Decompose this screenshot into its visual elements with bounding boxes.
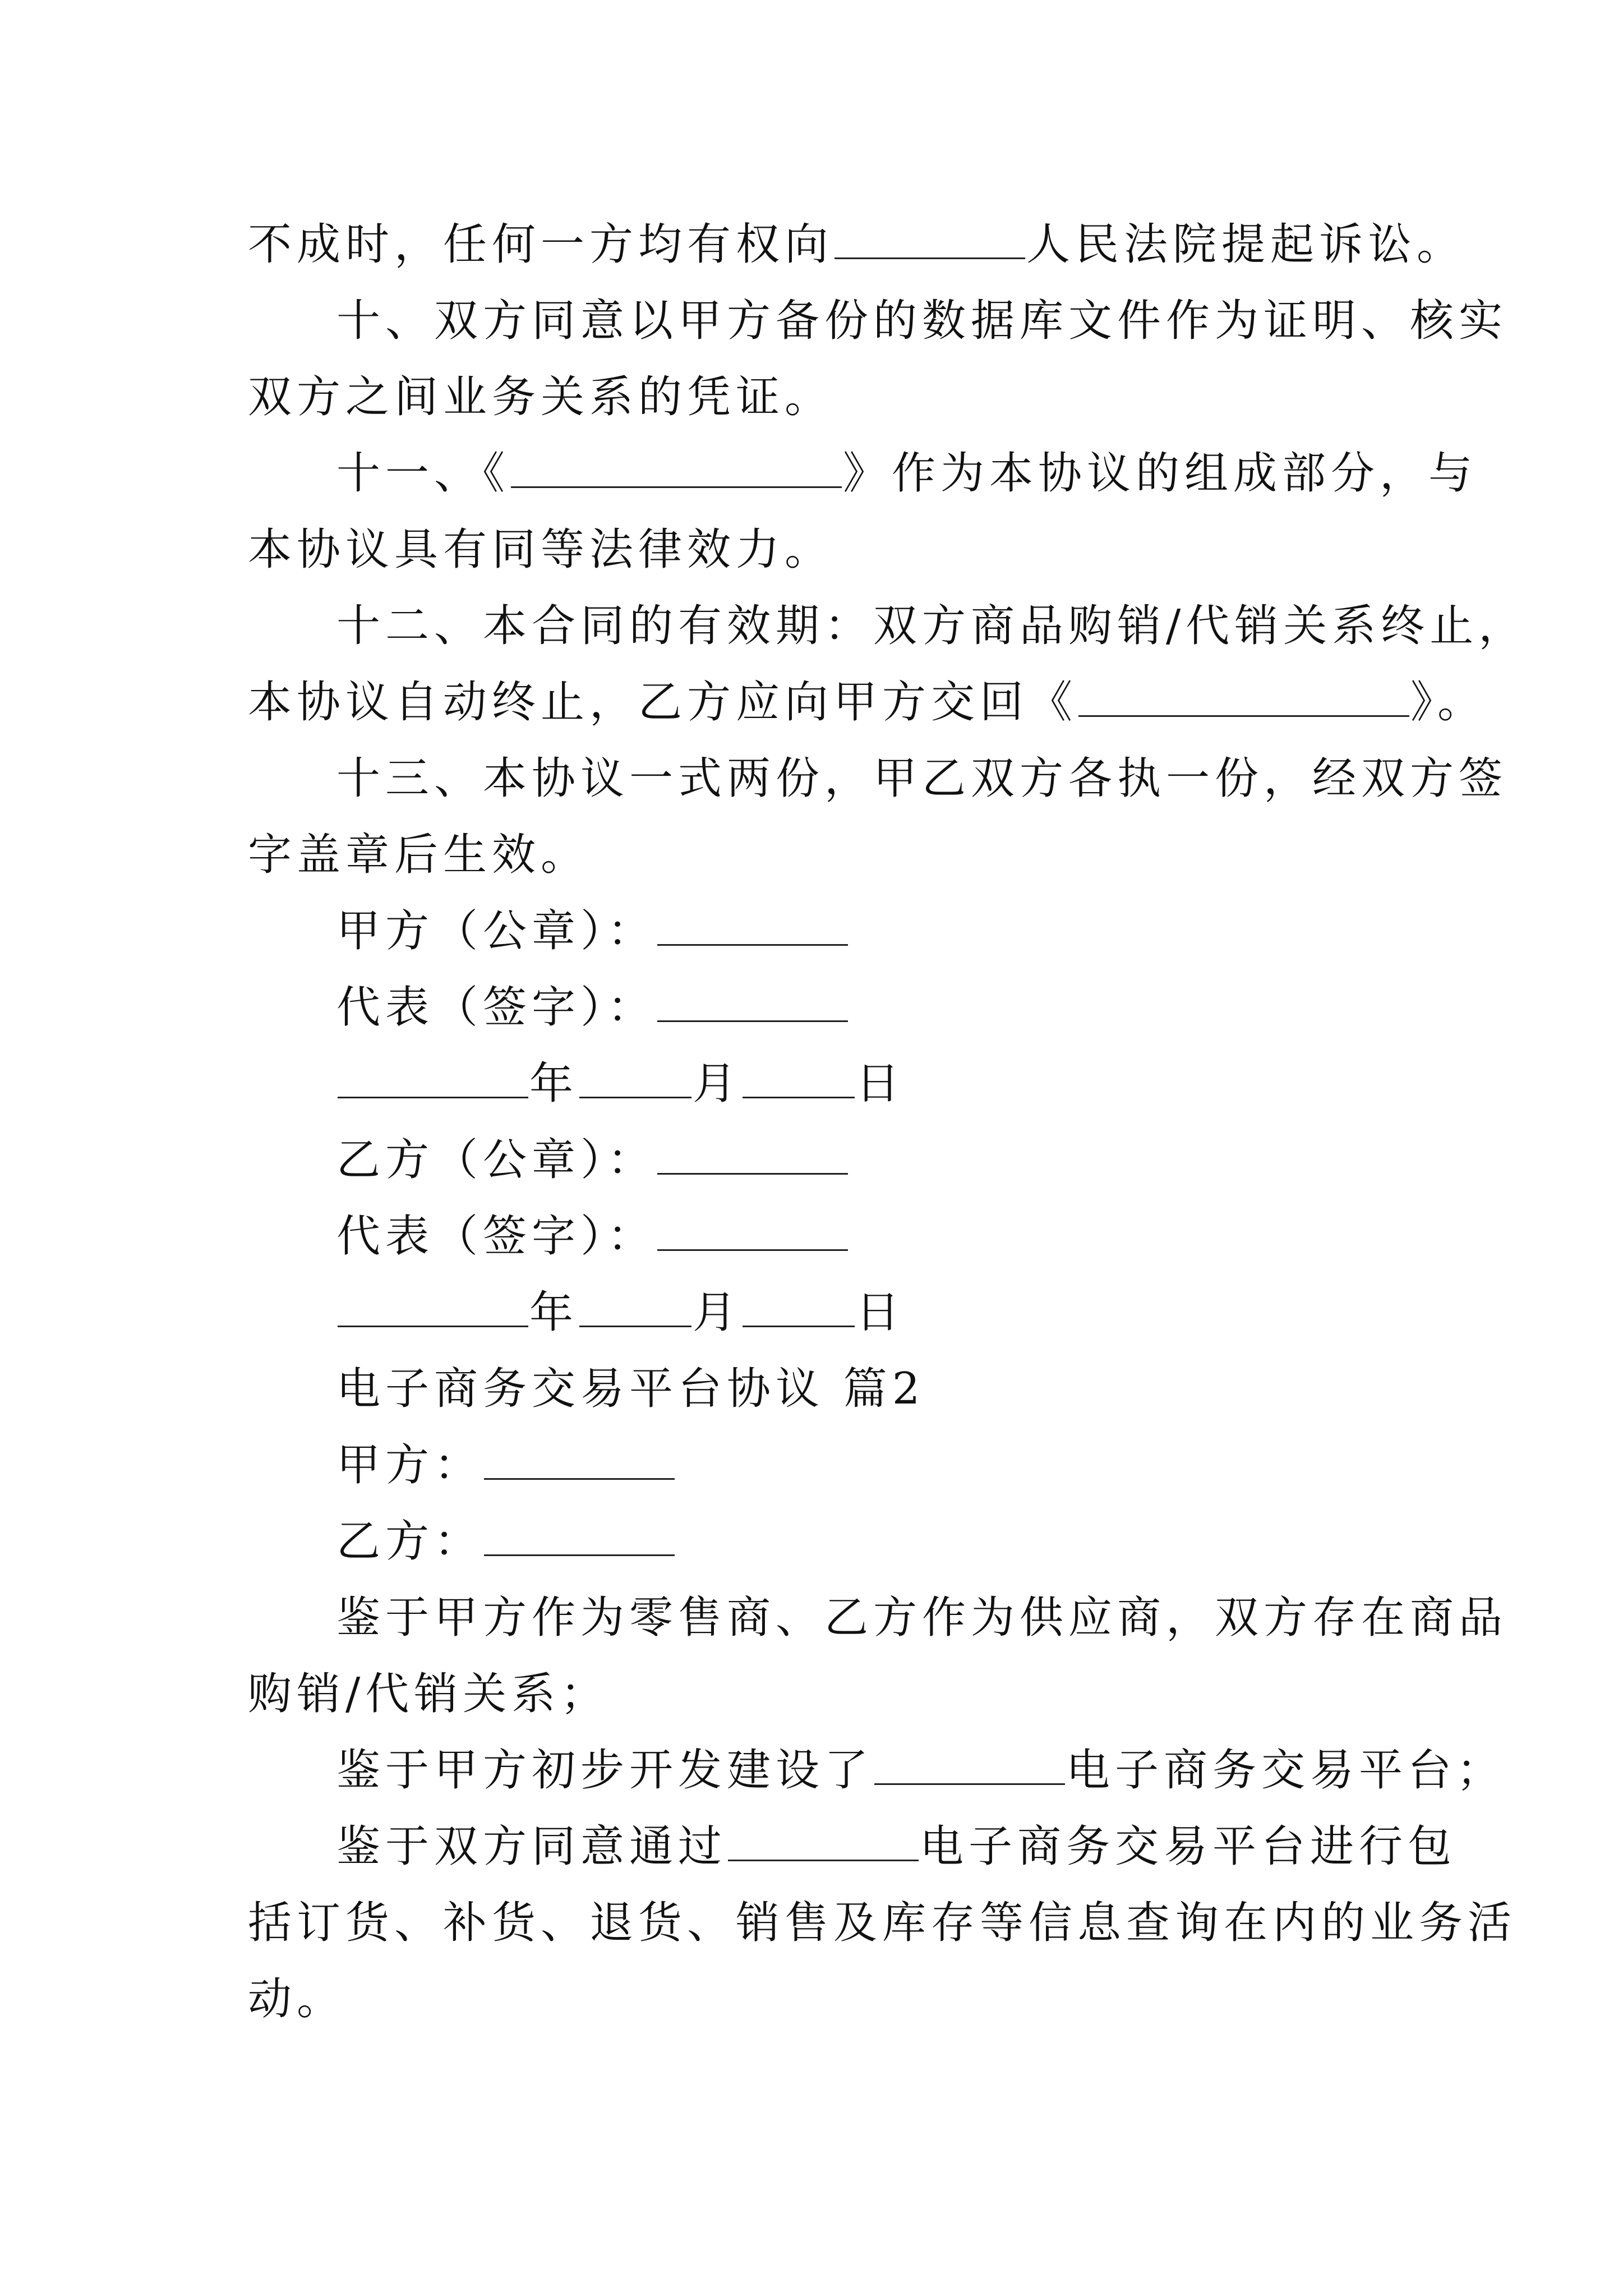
text-segment: 乙方： [336,1516,483,1567]
text-segment: 双方之间业务关系的凭证。 [248,372,834,422]
text-segment: 人民法院提起诉讼。 [1026,219,1466,270]
text-segment: 电子商务交易平台； [1066,1745,1506,1796]
text-segment: 动。 [248,1974,346,2024]
year-label: 年 [529,1059,579,1109]
fill-in-blank[interactable] [484,1519,675,1556]
text-segment: 十二、本合同的有效期：双方商品购销/代销关系终止， [336,601,1528,651]
text-segment: 十三、本协议一式两份，甲乙双方各执一份，经双方签 [336,753,1508,804]
year-blank[interactable] [338,1290,528,1327]
section-title: 电子商务交易平台协议 篇2 [336,1364,925,1414]
text-line [0,1960,1623,2039]
signature-line-party-b-rep [0,1197,1623,1276]
fill-in-blank[interactable] [657,1213,848,1251]
day-label: 日 [856,1287,905,1338]
text-line [0,587,1623,665]
text-segment: 不成时，任何一方均有权向 [248,219,834,270]
text-segment: 十、双方同意以甲方备份的数据库文件作为证明、核实 [336,296,1508,346]
text-segment: 括订货、补货、退货、销售及库存等信息查询在内的业务活 [248,1898,1517,1948]
text-segment: 电子商务交易平台进行包 [920,1821,1457,1872]
day-blank[interactable] [743,1061,855,1098]
text-line [0,816,1623,894]
year-blank[interactable] [338,1061,528,1098]
fill-in-blank[interactable] [874,1747,1065,1785]
signature-line-party-b-seal [0,1121,1623,1199]
text-segment: 》。 [1410,677,1487,728]
text-line [0,1731,1623,1810]
text-line [0,1884,1623,1962]
year-label: 年 [529,1287,579,1338]
day-label: 日 [856,1059,905,1109]
text-segment: 购销/代销关系； [248,1669,610,1719]
text-segment: 乙方（公章）： [336,1135,657,1185]
text-segment: 代表（签字）： [336,982,657,1033]
text-line [0,663,1623,742]
fill-in-blank[interactable] [1078,679,1409,717]
date-line [0,1273,1623,1352]
party-line [0,1502,1623,1581]
text-segment: 代表（签字）： [336,1211,657,1262]
fill-in-blank[interactable] [657,908,848,946]
text-segment: 甲方（公章）： [336,906,657,956]
text-segment: 十一、《 [336,448,510,499]
text-segment: 字盖章后生效。 [248,830,590,880]
text-segment: 鉴于双方同意通过 [336,1821,727,1872]
month-blank[interactable] [579,1061,691,1098]
fill-in-blank[interactable] [511,450,842,488]
text-segment: 鉴于甲方作为零售商、乙方作为供应商，双方存在商品 [336,1593,1508,1643]
month-label: 月 [693,1287,742,1338]
text-line [0,1579,1623,1657]
section-heading [0,1350,1623,1428]
day-blank[interactable] [743,1290,855,1327]
text-line [0,205,1623,284]
text-line [0,1655,1623,1733]
fill-in-blank[interactable] [728,1824,919,1861]
signature-line-party-a-seal [0,892,1623,970]
date-line [0,1045,1623,1123]
fill-in-blank[interactable] [657,984,848,1022]
text-line [0,434,1623,513]
fill-in-blank[interactable] [834,222,1025,259]
text-line [0,1807,1623,1886]
party-line [0,1426,1623,1504]
text-segment: 本协议具有同等法律效力。 [248,524,834,575]
text-segment: 鉴于甲方初步开发建设了 [336,1745,874,1796]
text-line [0,282,1623,360]
text-segment: 甲方： [336,1440,483,1490]
signature-line-party-a-rep [0,968,1623,1047]
fill-in-blank[interactable] [657,1137,848,1175]
text-segment: 本协议自动终止，乙方应向甲方交回《 [248,677,1078,728]
month-label: 月 [693,1059,742,1109]
text-segment: 》作为本协议的组成部分，与 [843,448,1478,499]
text-line [0,510,1623,589]
text-line [0,358,1623,436]
text-line [0,739,1623,818]
fill-in-blank[interactable] [484,1442,675,1480]
month-blank[interactable] [579,1290,691,1327]
